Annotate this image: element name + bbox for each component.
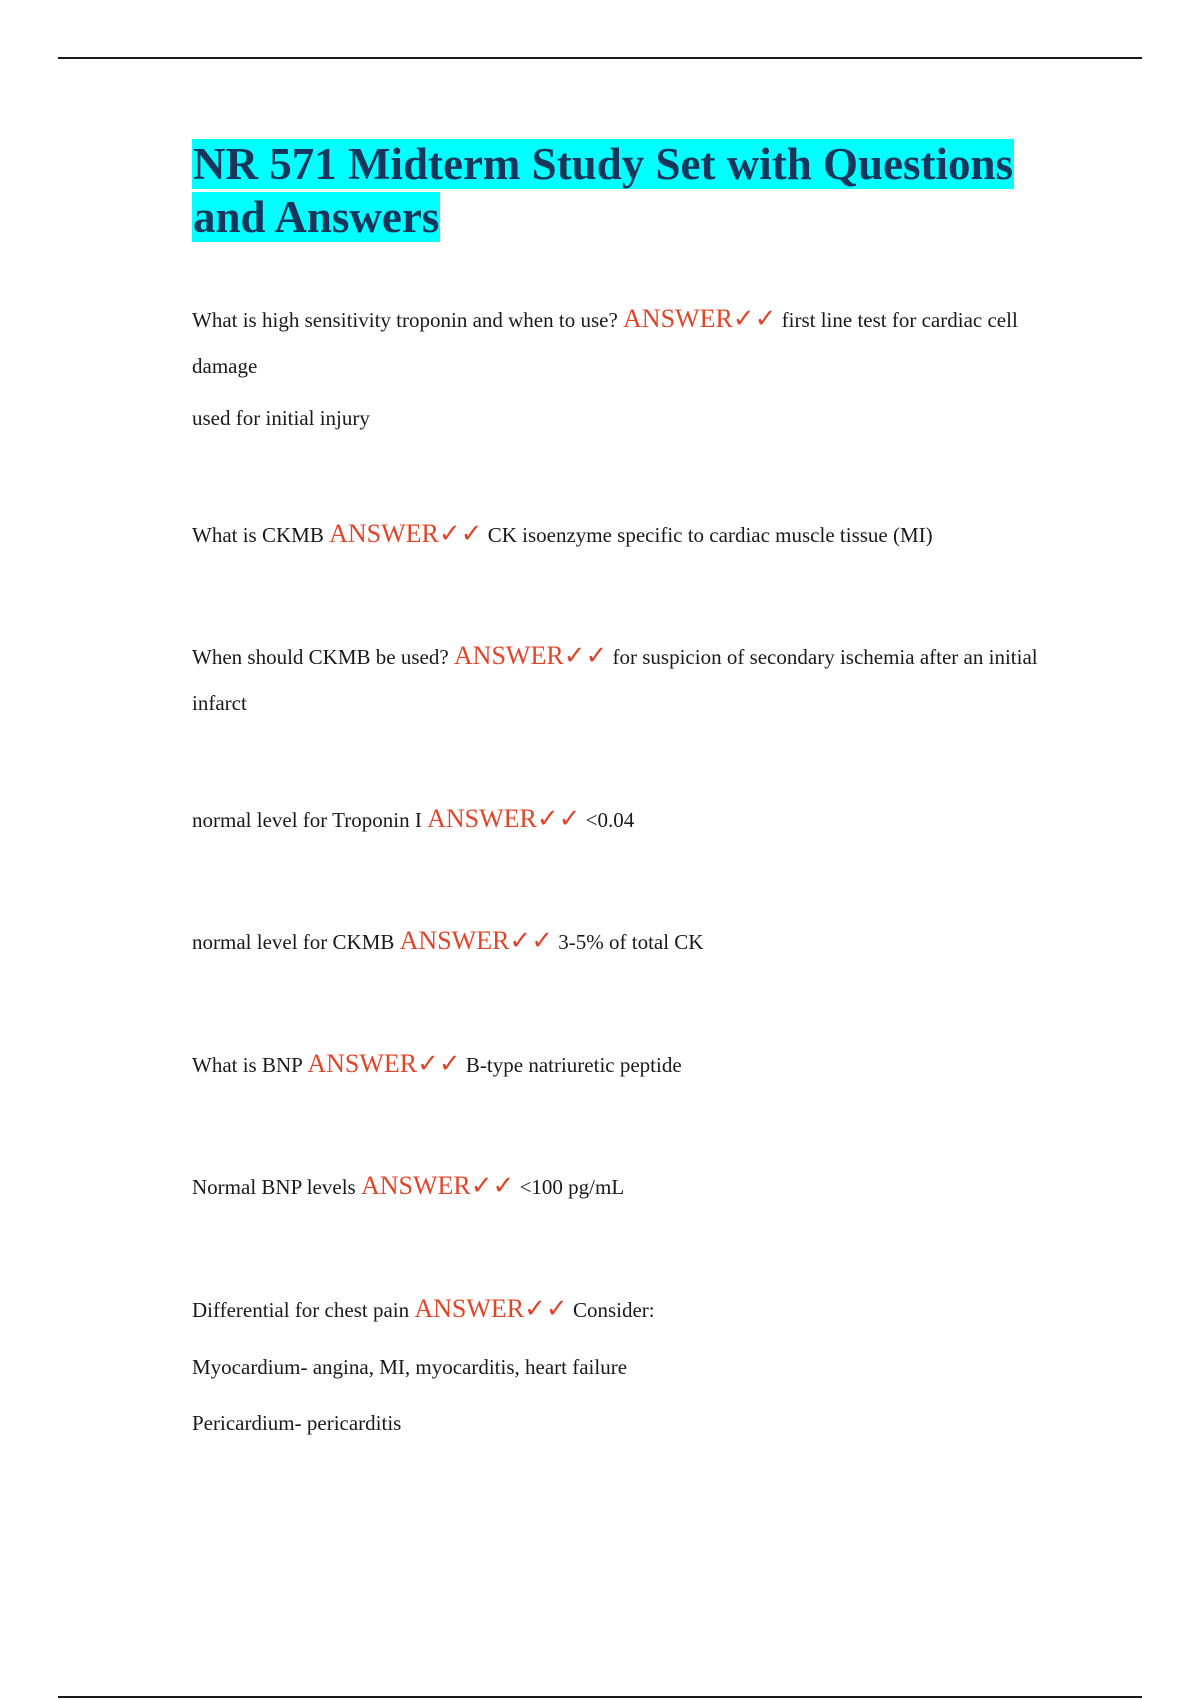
answer-extra-line: Pericardium- pericarditis bbox=[192, 1411, 402, 1435]
answer-extra-line: used for initial injury bbox=[192, 406, 370, 430]
answer-label: ANSWER✓✓ bbox=[360, 1171, 515, 1200]
qa-item bbox=[192, 296, 1042, 389]
answer-text: for suspicion of secondary ischemia after an initial infarct bbox=[192, 645, 1038, 715]
answer-text: CK isoenzyme specific to cardiac muscle tissue (MI) bbox=[487, 523, 933, 547]
answer-label: ANSWER✓✓ bbox=[329, 519, 483, 548]
qa-item bbox=[192, 1286, 1042, 1333]
answer-label: ANSWER✓✓ bbox=[414, 1294, 568, 1323]
answer-label: ANSWER✓✓ bbox=[453, 641, 608, 670]
answer-text: first line test for cardiac cell damage bbox=[192, 308, 1018, 378]
answer-label: ANSWER✓✓ bbox=[307, 1049, 461, 1078]
question-text: Differential for chest pain bbox=[192, 1298, 410, 1322]
answer-label: ANSWER✓✓ bbox=[399, 926, 553, 955]
answer-text: 3-5% of total CK bbox=[558, 930, 704, 954]
answer-text: B-type natriuretic peptide bbox=[465, 1053, 682, 1077]
answer-text: Consider: bbox=[572, 1298, 655, 1322]
question-text: When should CKMB be used? bbox=[192, 645, 449, 669]
answer-text: <0.04 bbox=[585, 808, 635, 832]
qa-item bbox=[192, 1041, 1042, 1088]
qa-item bbox=[192, 796, 1042, 843]
qa-item bbox=[192, 511, 1042, 558]
question-text: Normal BNP levels bbox=[192, 1175, 356, 1199]
question-text: What is high sensitivity troponin and when to use? bbox=[192, 308, 618, 332]
header-rule bbox=[58, 57, 1142, 59]
answer-label: ANSWER✓✓ bbox=[623, 304, 777, 333]
answer-text: <100 pg/mL bbox=[519, 1175, 625, 1199]
answer-extra-line: Myocardium- angina, MI, myocarditis, heart failure bbox=[192, 1355, 628, 1379]
title-line-2: and Answers bbox=[193, 192, 440, 242]
question-text: normal level for Troponin I bbox=[192, 808, 422, 832]
title-line-1: NR 571 Midterm Study Set with Questions bbox=[193, 139, 1014, 189]
answer-label: ANSWER✓✓ bbox=[427, 804, 581, 833]
qa-item bbox=[192, 918, 1042, 965]
question-text: normal level for CKMB bbox=[192, 930, 395, 954]
footer-rule bbox=[58, 1696, 1142, 1698]
qa-item bbox=[192, 633, 1042, 726]
page-title bbox=[192, 138, 1042, 244]
question-text: What is CKMB bbox=[192, 523, 324, 547]
qa-item bbox=[192, 1163, 1042, 1210]
question-text: What is BNP bbox=[192, 1053, 303, 1077]
